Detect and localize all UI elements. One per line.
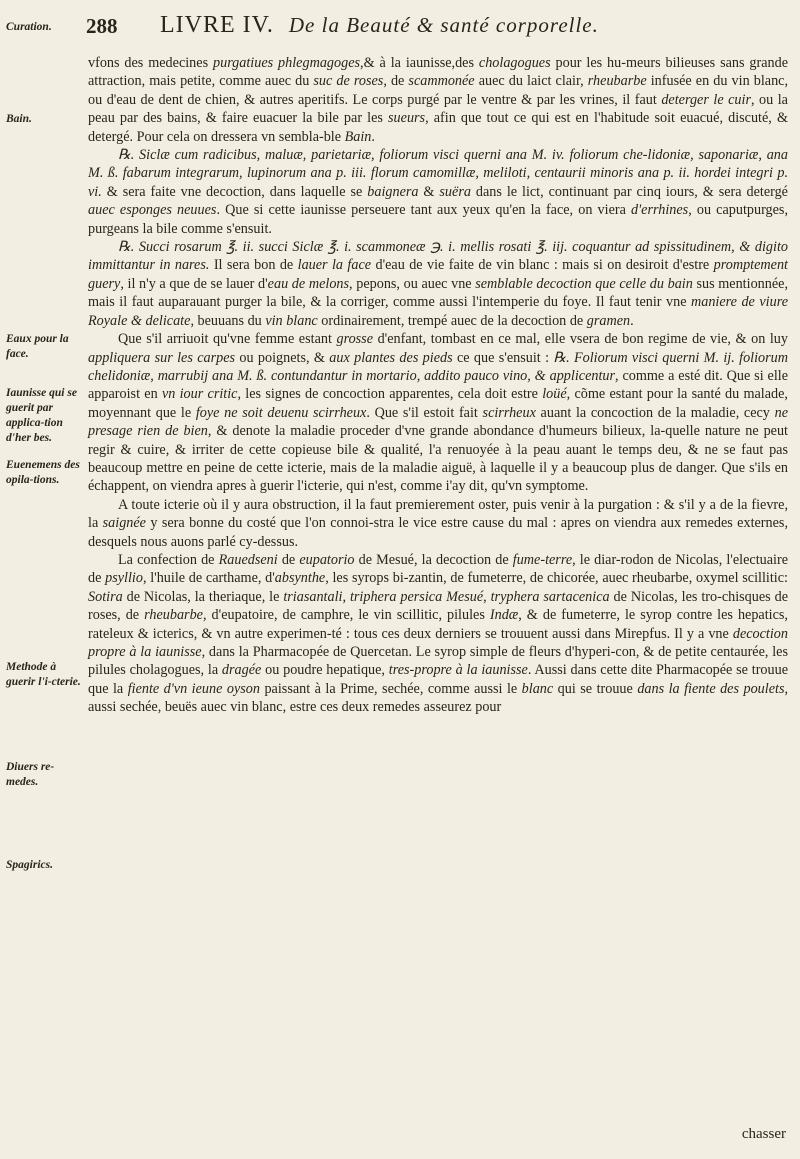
paragraph <box>88 330 788 496</box>
text-run: , d'eupatoire, de camphre, le vin scillitic, pilules <box>202 607 490 624</box>
italic-run: baignera <box>367 183 419 200</box>
italic-run: fiente d'vn ieune oyson <box>127 680 260 697</box>
italic-run: suëra <box>439 183 471 200</box>
italic-run: lauer la face <box>297 257 372 274</box>
text-run: , & de fumeterre, le syrop contre les hepatics, rateleux & icterics, & vn autre experimen-té : tous ces deux derniers se trouuent aussi dans Mirepfus. Il y a vne <box>88 607 788 642</box>
italic-run: tres-propre à la iaunisse <box>388 662 528 679</box>
text-run: , ou caputpurges, purgeans la bile comme s'ensuit. <box>88 202 788 237</box>
italic-run: suc de roses <box>313 73 384 90</box>
text-run: , les syrops bi-zantin, de fumeterre, de chicorée, auec rheubarbe, oxymel scillitic: <box>325 570 788 587</box>
text-run: auant la concoction de la maladie, cecy <box>535 404 775 421</box>
text-run: , le diar-rodon de Nicolas, l'electuaire de <box>88 551 788 587</box>
text-run: , cõme estant pour la santé du malade, moyennant que le <box>88 386 788 421</box>
text-run: , dans la Pharmacopée de Quercetan. Le syrop simple de fleurs d'hyperi-con, & de petite centaurée, les pilules cholagogues, la <box>88 644 789 679</box>
text-run: , les signes de concoction apparentes, cela doit estre <box>237 386 543 403</box>
paragraph <box>88 238 788 330</box>
text-run: . Que si cette iaunisse perseuere tant aux yeux qu'en la face, on viera <box>216 202 632 219</box>
margin-note: Eaux pour la face. <box>6 333 69 360</box>
text-run: . <box>630 312 634 329</box>
text-run: ,& à la iaunisse,des <box>360 55 479 71</box>
margin-notes <box>0 0 86 1159</box>
paragraph <box>88 551 788 717</box>
italic-run: appliquera sur les carpes <box>88 349 236 366</box>
text-run: de Mesué, la decoction de <box>354 551 513 568</box>
text-run: de Nicolas, les tro-chisques de roses, de <box>88 588 788 624</box>
page-number: 288 <box>86 14 118 38</box>
italic-run: vn iour critic <box>161 386 238 403</box>
text-run: & sera faite vne decoction, dans laquelle se <box>101 183 368 200</box>
text-run: paissant à la Prime, sechée, comme aussi le <box>259 680 522 697</box>
margin-note: Curation. <box>6 21 52 33</box>
italic-run: eupatorio <box>299 551 355 568</box>
italic-run: grosse <box>336 331 374 348</box>
italic-run: blanc <box>521 680 554 697</box>
italic-run: psyllio <box>105 570 143 587</box>
text-run: , il n'y a que de se lauer d' <box>120 275 268 292</box>
text-run: , de <box>383 73 409 90</box>
paragraph <box>88 54 788 146</box>
text-run: de <box>277 551 300 568</box>
italic-run: purgatiues phlegmagoges <box>213 55 361 71</box>
text-run: , pepons, ou auec vne <box>349 275 476 292</box>
paragraph <box>88 146 788 238</box>
italic-run: triphera persica Mesué <box>349 588 484 605</box>
margin-note: Iaunisse qui se guerit par applica-tion d'her bes. <box>6 387 77 444</box>
text-run: , <box>342 588 350 605</box>
italic-run: Sotira <box>88 588 123 605</box>
catchword: chasser <box>741 1126 786 1142</box>
text-run: & <box>418 183 440 200</box>
book-title: De la Beauté & santé corporelle. <box>288 13 599 37</box>
text-run: , comme a esté dit. Que si elle apparoist en <box>88 367 788 403</box>
text-run: ou poudre hepatique, <box>261 662 389 679</box>
text-run: infusée en du vin blanc, ou d'eau de dent de chien, & autres aperitifs. Le corps purgé par le ventre & par les vrines, il faut <box>88 73 789 108</box>
margin-note: Bain. <box>6 113 32 125</box>
italic-run: gramen <box>586 312 631 329</box>
italic-run: ℞. Siclæ cum radicibus, maluæ, parietariæ, foliorum visci querni ana M. iv. foliorum che-lidoniæ, saponariæ, ana M. ß. fabarum integrarum, lupinorum ana p. iii. florum camomillæ, meliloti, centaurii minoris ana p. ii. hordei integri p. vi. <box>88 147 788 200</box>
italic-run: ne presage rien de bien <box>88 404 788 440</box>
italic-run: scammonée <box>408 73 475 90</box>
text-run: , & denote la maladie proceder d'vne grande abondance d'humeurs bilieux, la-quelle nature ne peut regir & cuire, & irriter de cette copieuse bile & qualité, l'a renuoyée à la peau auant le temps deu, & ne se faut pas beaucoup mettre en peine de cette icterie, mais de la maladie aiguë, à laquelle il y a beaucoup plus de danger. Que s'ils en échappent, on viendra apres à guerir l'icterie, qui n'est, comme i'ay dit, qu'vn symptome. <box>88 423 788 495</box>
text-run: ordinairement, trempé auec de la decoction de <box>317 312 587 329</box>
italic-run: promptement guery <box>88 257 788 292</box>
italic-run: dragée <box>221 662 262 679</box>
text-run: . Aussi dans cette dite Pharmacopée se trouue que la <box>88 662 789 697</box>
main-text <box>88 54 788 1104</box>
italic-run: auec esponges neuues <box>88 202 217 219</box>
italic-run: decoction propre à la iaunisse <box>88 625 788 660</box>
text-run: ce que s'ensuit : <box>452 349 554 366</box>
italic-run: cholagogues <box>478 55 551 71</box>
italic-run: deterger le cuir <box>661 91 751 108</box>
italic-run: rheubarbe <box>144 607 203 624</box>
book-label: LIVRE IV. <box>160 12 274 38</box>
running-title <box>160 12 599 39</box>
italic-run: aux plantes des pieds <box>329 349 453 366</box>
text-run: qui se trouue <box>553 680 638 697</box>
italic-run: vin blanc <box>265 312 318 329</box>
text-run: , beuuans du <box>190 312 266 329</box>
italic-run: triasantali <box>283 588 343 605</box>
text-run: La confection de <box>118 551 219 568</box>
margin-note: Methode à guerir l'i-cterie. <box>6 661 81 688</box>
italic-run: saignée <box>102 515 146 532</box>
text-run: y sera bonne du costé que l'on connoi-stra le vice estre cause du mal : apres on viendra aux remedes externes, desquels nous auons parlé cy-dessus. <box>88 515 788 550</box>
italic-run: fume-terre <box>512 551 573 568</box>
text-run: auec du laict clair, <box>474 73 588 90</box>
italic-run: Bain <box>344 128 372 145</box>
italic-run: ℞. Foliorum visci querni M. ij. foliorum chelidoniæ, marrubij ana M. ß. contundantur in mortario, addito pauco vino, & applicentur <box>88 349 788 384</box>
text-run: . <box>371 128 375 145</box>
margin-note: Euenemens des opila-tions. <box>6 459 80 486</box>
italic-run: tryphera sartacenica <box>490 588 610 605</box>
text-run: dans le lict, continuant par cinq iours, & sera detergé <box>470 183 788 200</box>
italic-run: semblable decoction que celle du bain <box>475 275 693 292</box>
text-run: , l'huile de carthame, d' <box>142 570 275 587</box>
text-run: pour les hu-meurs bilieuses sans grande attraction, mais petite, comme auec du <box>88 55 788 90</box>
italic-run: dans la fiente des poulets <box>637 680 785 697</box>
text-run: . Que s'il estoit fait <box>366 404 483 421</box>
italic-run: sueurs <box>388 110 426 127</box>
text-run: ou poignets, & <box>235 349 330 366</box>
italic-run: Indæ <box>489 607 519 624</box>
italic-run: scirrheux <box>482 404 536 421</box>
text-run: , aussi sechée, beuës auec vin blanc, estre ces deux remedes asseurez pour <box>88 680 789 716</box>
text-run: , ou la peau par des bains, & faire euacuer la bile par les <box>88 91 788 127</box>
italic-run: foye ne soit deuenu scirrheux <box>195 404 367 421</box>
text-run: d'eau de vie faite de vin blanc : mais si on desiroit d'estre <box>371 257 714 274</box>
text-run: , afin que tout ce qui est en l'habitude soit euacué, discuté, & detergé. Pour cela on dressera vn sembla-ble <box>88 110 788 145</box>
italic-run: maniere de viure Royale & delicate <box>88 294 788 329</box>
text-run: sus mentionnée, mais il faut auparauant purger la bile, & la corriger, comme aussi l'intemperie du foye. Il faut tenir vne <box>88 275 788 311</box>
italic-run: absynthe <box>274 570 326 587</box>
italic-run: Rauedseni <box>218 551 278 568</box>
text-run: Que s'il arriuoit qu'vne femme estant <box>118 331 337 348</box>
margin-note: Spagirics. <box>6 859 53 871</box>
italic-run: loüé <box>542 386 567 403</box>
text-run: vfons des medecines <box>88 55 213 71</box>
paragraph <box>88 496 788 551</box>
italic-run: ℞. Succi rosarum ℥. ii. succi Siclæ ℥. i. scammoneæ ℈. i. mellis rosati ℥. iij. coquantur ad spissitudinem, & digito immittantur in nares. <box>88 239 788 274</box>
text-run: Il sera bon de <box>209 257 298 274</box>
italic-run: eau de melons <box>267 275 350 292</box>
text-run: A toute icterie où il y aura obstruction, il la faut premierement oster, puis venir à la purgation : & s'il y a de la fievre, la <box>88 496 788 532</box>
margin-note: Diuers re-medes. <box>6 761 55 788</box>
italic-run: rheubarbe <box>587 73 647 90</box>
text-run: d'enfant, tombast en ce mal, elle vsera de bon regime de vie, & on luy <box>373 331 788 348</box>
text-run: de Nicolas, la theriaque, le <box>122 588 284 605</box>
text-run: , <box>483 588 491 605</box>
italic-run: d'errhines <box>631 202 689 219</box>
